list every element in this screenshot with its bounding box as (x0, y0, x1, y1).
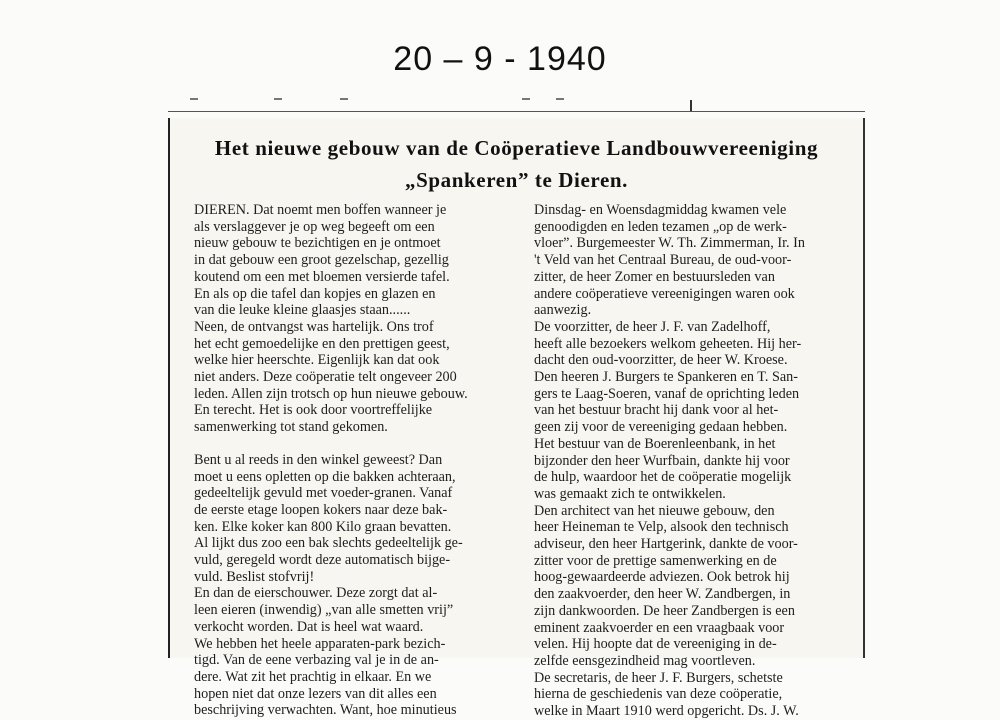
article-line: genoodigden en leden tezamen „op de werk- (534, 218, 787, 235)
article-line: den zaakvoerder, den heer W. Zandbergen, in (534, 586, 791, 603)
article-line: de hulp, waardoor het de coöperatie mogelijk (534, 469, 792, 486)
article-line: leen eieren (inwendig) „van alle smetten vrij” (194, 602, 454, 619)
article-line: Neen, de ontvangst was hartelijk. Ons trof (194, 318, 434, 335)
article-line: Den heeren J. Burgers te Spankeren en T. San- (534, 369, 798, 386)
article-line: vloer”. Burgemeester W. Th. Zimmerman, Ir. In (534, 235, 805, 252)
article-line: Dinsdag- en Woensdagmiddag kwamen vele (534, 202, 787, 218)
article-line: 't Veld van het Centraal Bureau, de oud-voor- (534, 252, 792, 269)
article-line: Het bestuur van de Boerenleenbank, in het (534, 435, 776, 452)
article-line: geen zij voor de vereeniging gedaan hebben. (534, 419, 788, 436)
article-line: hopen niet dat onze lezers van dit alles een (194, 685, 437, 702)
article-line: niet anders. Deze coöperatie telt ongeveer 200 (194, 369, 457, 386)
article-line: De secretaris, de heer J. F. Burgers, schetste (534, 669, 783, 686)
article-line: welke hier heerschte. Eigenlijk kan dat ook (194, 352, 440, 369)
date-stamp: 20 – 9 - 1940 (393, 40, 607, 78)
article-line: gers te Laag-Soeren, vanaf de oprichting leden (534, 385, 800, 402)
article-line: hoog-gewaardeerde adviezen. Ook betrok hij (534, 569, 790, 586)
clipping-top-rule (168, 111, 865, 112)
headline-line-2: „Spankeren” te Dieren. (404, 168, 628, 192)
article-line: van het bestuur bracht hij dank voor al het- (534, 402, 779, 419)
article-line: Bent u al reeds in den winkel geweest? Dan (194, 451, 443, 468)
article-line: heeft alle bezoekers welkom geheeten. Hij her- (534, 335, 802, 352)
article-line: was gemaakt zich te ontwikkelen. (534, 485, 726, 502)
article-line: in dat gebouw een groot gezelschap, gezellig (194, 252, 449, 269)
article-line: adviseur, den heer Hartgerink, dankte de voor- (534, 536, 798, 553)
article-line: En terecht. Het is ook door voortreffelijke (194, 402, 433, 419)
article-line: Al lijkt dus zoo een bak slechts gedeeltelijk ge- (194, 535, 463, 552)
paragraph-gap (194, 436, 512, 452)
article-line: ken. Elke koker kan 800 Kilo graan bevatten. (194, 518, 452, 535)
article-line: nieuw gebouw te bezichtigen en je ontmoet (194, 235, 441, 252)
article-line: En als op die tafel dan kopjes en glazen en (194, 285, 436, 302)
article-line: De voorzitter, de heer J. F. van Zadelhoff, (534, 318, 771, 335)
article-column-left (194, 202, 512, 719)
article-line: Den architect van het nieuwe gebouw, den (534, 502, 775, 519)
article-line: vuld, geregeld wordt deze automatisch bijge- (194, 552, 451, 569)
article-line: velen. Hij hoopte dat de vereeniging in de- (534, 636, 777, 653)
article-line: zitter voor de prettige samenwerking en de (534, 552, 777, 569)
article-line: koutend om een met bloemen versierde tafel. (194, 268, 450, 285)
article-line: beschrijving verwachten. Want, hoe minutieus (194, 702, 457, 719)
article-line: zelfde eensgezindheid mag voortleven. (534, 652, 756, 669)
article-line: vuld. Beslist stofvrij! (194, 568, 315, 585)
newspaper-clipping (168, 118, 865, 720)
article-line: heer Heineman te Velp, alsook den technisch (534, 519, 789, 536)
article-line: van die leuke kleine glaasjes staan...... (194, 302, 411, 319)
article-line: welke in Maart 1910 werd opgericht. Ds. J. W. (534, 703, 799, 720)
article-line: aanwezig. (534, 302, 592, 319)
article-line: leden. Allen zijn trotsch op hun nieuwe gebouw. (194, 385, 468, 402)
article-line: We hebben het heele apparaten-park bezich- (194, 635, 446, 652)
article-column-right (534, 202, 854, 720)
article-line: gedeeltelijk gevuld met voeder-granen. Vanaf (194, 485, 453, 502)
article-line: eminent zaakvoerder en een vraagbaak voor (534, 619, 785, 636)
article-line: verkocht worden. Dat is heel wat waard. (194, 618, 424, 635)
article-line: andere coöperatieve vereenigingen waren ook (534, 285, 795, 302)
article-line: dacht den oud-voorzitter, de heer W. Kroese. (534, 352, 788, 369)
article-line: tigd. Van de eene verbazing val je in de an- (194, 652, 439, 669)
article-line: zitter, de heer Zomer en bestuursleden van (534, 268, 775, 285)
article-line: hierna de geschiedenis van deze coöperatie, (534, 686, 783, 703)
article-line: DIEREN. Dat noemt men boffen wanneer je (194, 202, 447, 218)
article-line: samenwerking tot stand gekomen. (194, 419, 388, 436)
article-line: moet u eens opletten op die bakken achteraan, (194, 468, 456, 485)
article-line: bijzonder den heer Wurfbain, dankte hij voor (534, 452, 790, 469)
scan-artifact-marks (190, 98, 690, 104)
headline-line-1: Het nieuwe gebouw van de Coöperatieve Landbouwvereeniging (214, 136, 819, 160)
article-line: de eerste etage loopen kokers naar deze bak- (194, 501, 448, 518)
article-line: En dan de eierschouwer. Deze zorgt dat al- (194, 585, 438, 602)
article-line: als verslaggever je op weg begeeft om een (194, 218, 435, 235)
article-line: het echt gemoedelijke en den prettigen geest, (194, 335, 450, 352)
article-line: dere. Wat zit het prachtig in elkaar. En we (194, 668, 432, 685)
article-line: zijn dankwoorden. De heer Zandbergen is een (534, 602, 795, 619)
